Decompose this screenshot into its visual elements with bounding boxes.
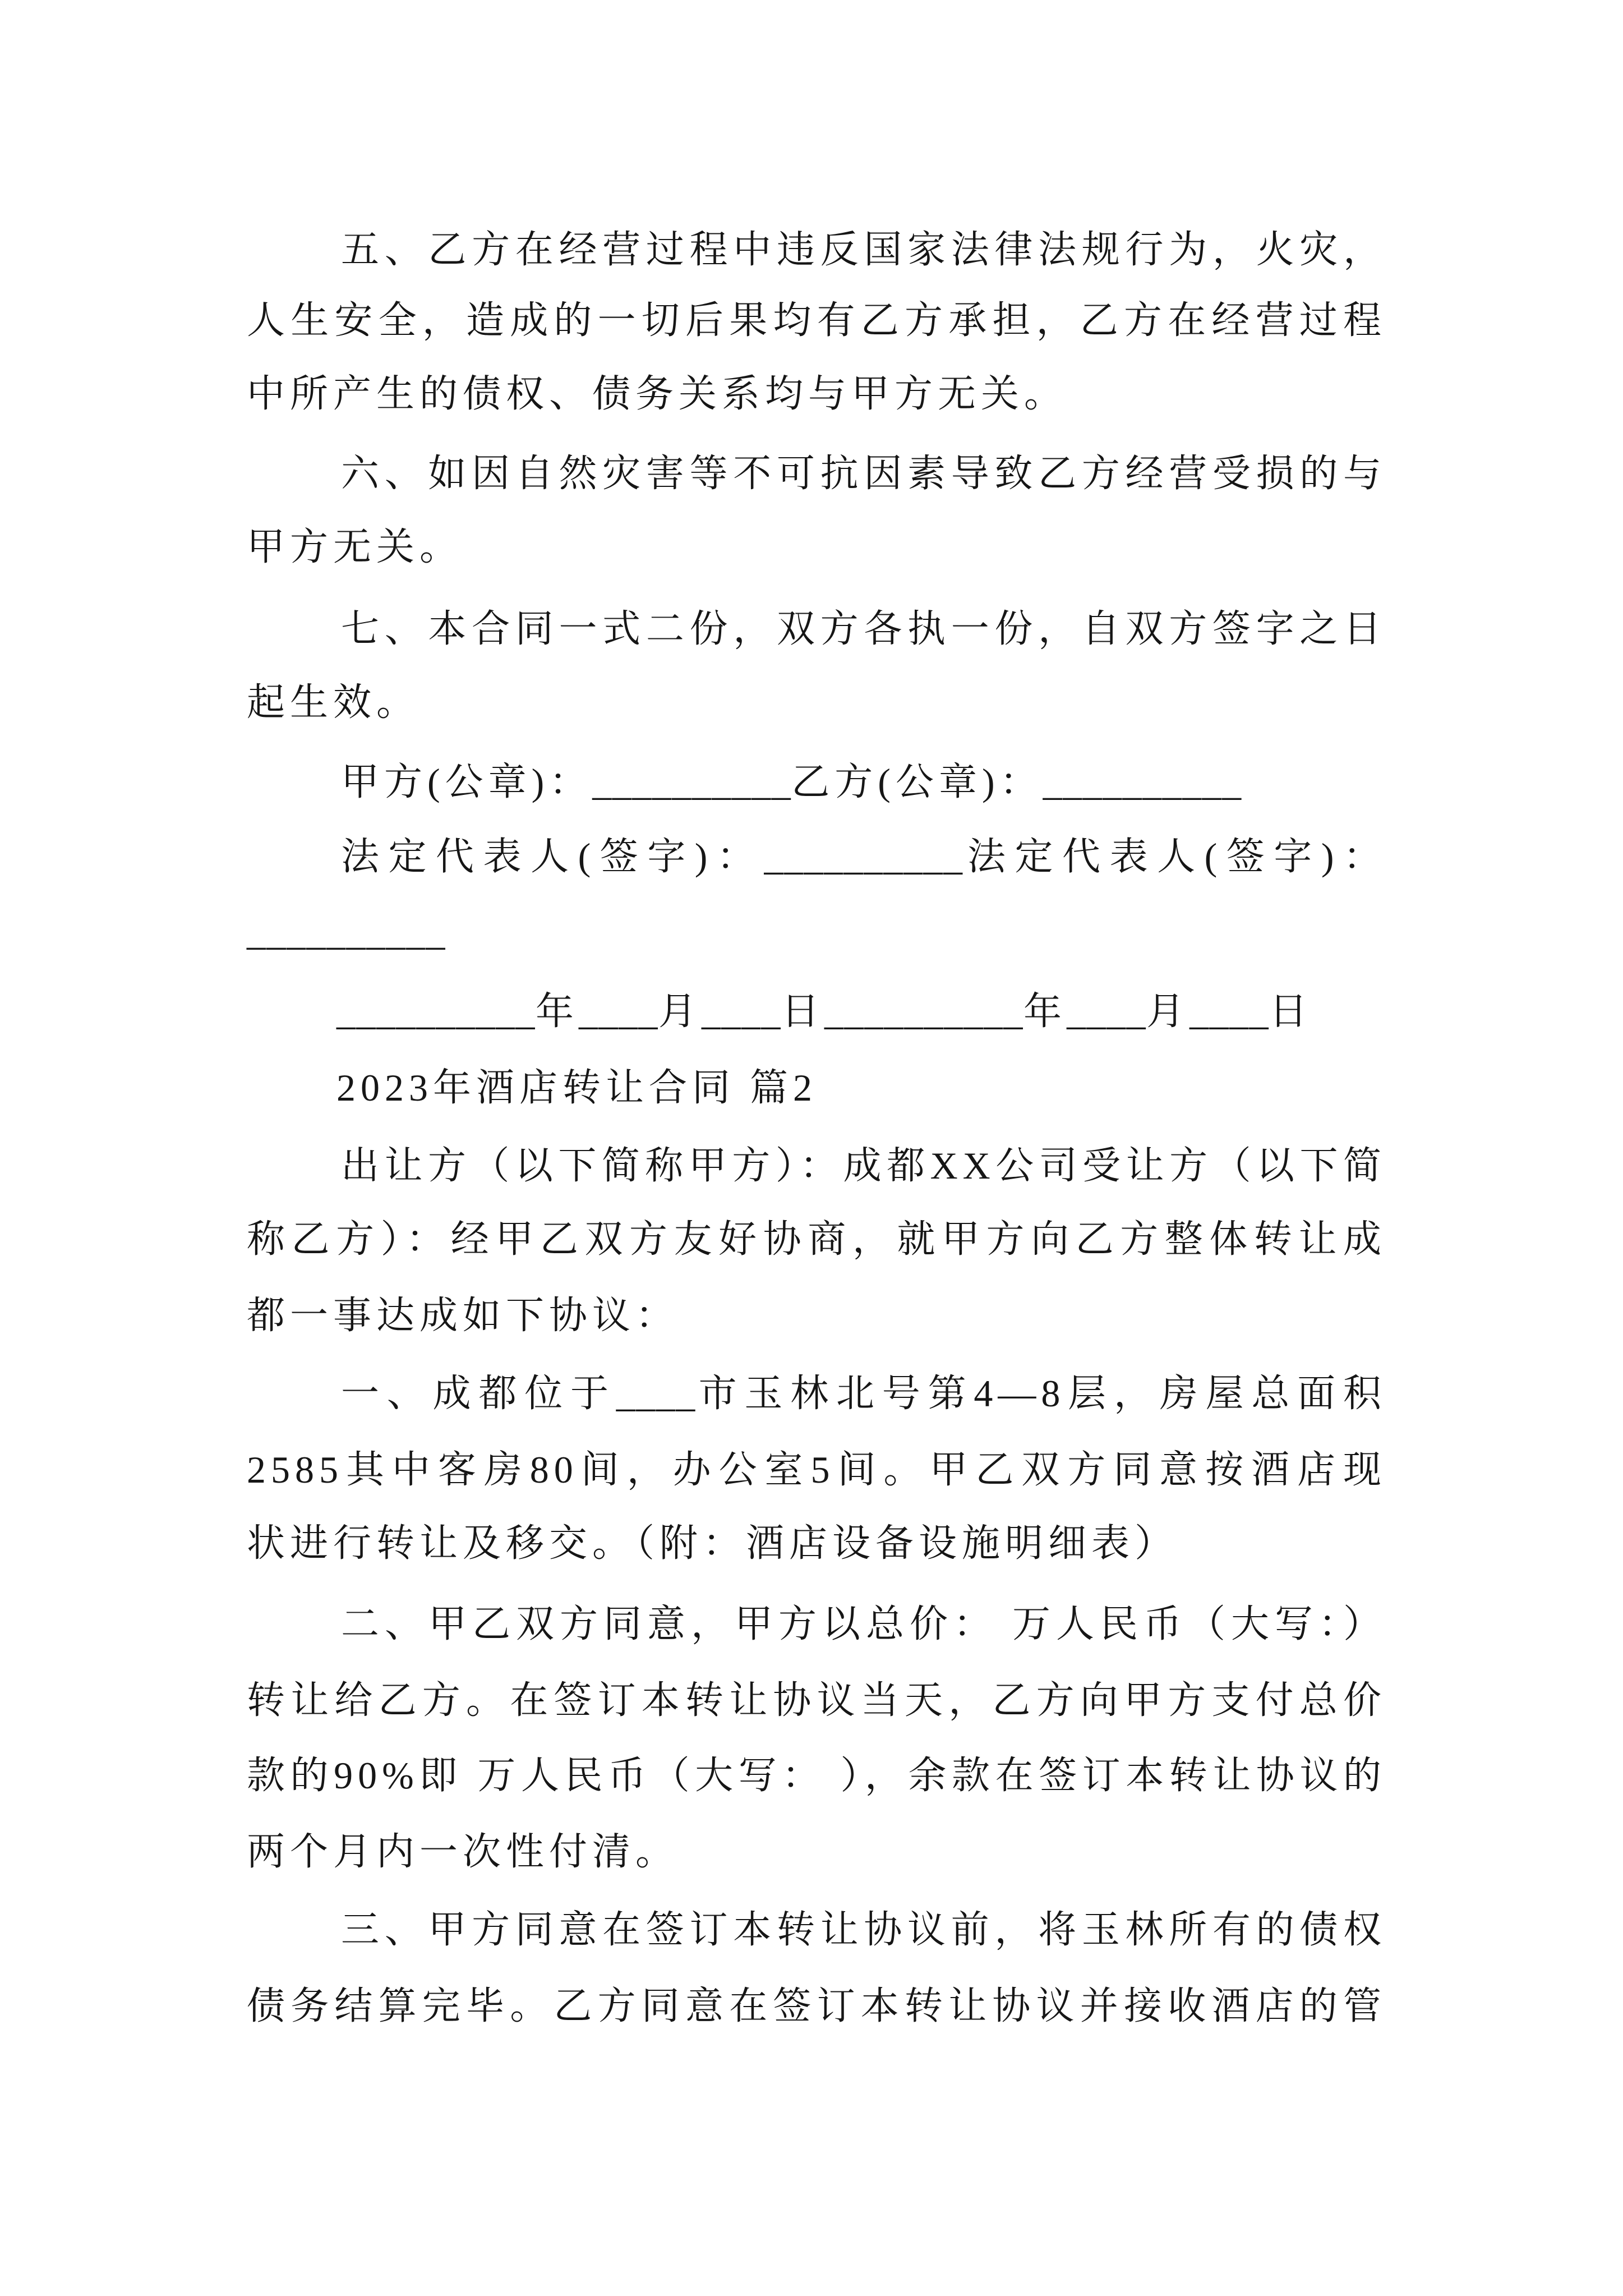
party-a-rep-label: 法定代表人(签字)： xyxy=(341,835,764,878)
clause-1-line-1-suffix: 市玉林北号第4—8层，房屋总面积 xyxy=(695,1372,1386,1415)
date-a-day-blank: ____ xyxy=(702,990,782,1033)
date-a-month-blank: ____ xyxy=(579,990,659,1033)
date-a-month: 月 xyxy=(658,990,702,1033)
party-a-seal-blank: __________ xyxy=(592,761,792,803)
date-b-month-blank: ____ xyxy=(1067,990,1147,1033)
date-b-day-blank: ____ xyxy=(1189,990,1270,1033)
parties-line-2: 称乙方）：经甲乙双方友好协商，就甲方向乙方整体转让成 xyxy=(247,1218,1386,1260)
date-a-day: 日 xyxy=(781,990,825,1033)
party-b-rep-label: 法定代表人(签字)： xyxy=(963,835,1386,878)
date-a-year: 年 xyxy=(536,990,579,1033)
clause-2-line-3: 款的90%即 万人民币（大写： ），余款在签订本转让协议的 xyxy=(247,1754,1386,1797)
clause-1-line-3: 状进行转让及移交。（附：酒店设备设施明细表） xyxy=(247,1522,1178,1565)
date-row xyxy=(336,986,1312,1037)
date-b-month: 月 xyxy=(1146,990,1190,1033)
party-b-seal-blank: __________ xyxy=(1043,761,1242,803)
representative-signature-row xyxy=(341,831,1386,882)
clause-1-city-blank: ____ xyxy=(616,1372,696,1415)
date-b-year: 年 xyxy=(1023,990,1067,1033)
date-a-year-blank: __________ xyxy=(336,990,536,1033)
clause-2-line-1: 二、甲乙双方同意，甲方以总价： 万人民币（大写：） xyxy=(341,1603,1386,1645)
seal-signature-row xyxy=(341,757,1242,807)
clause-5-line-1: 五、乙方在经营过程中违反国家法律法规行为，火灾， xyxy=(341,228,1386,271)
date-b-year-blank: __________ xyxy=(824,990,1024,1033)
party-a-seal-label: 甲方(公章)： xyxy=(341,761,593,803)
clause-1-line-1-prefix: 一、成都位于 xyxy=(341,1372,616,1415)
party-b-rep-blank-row xyxy=(247,907,446,957)
clause-5-line-2: 人生安全，造成的一切后果均有乙方承担，乙方在经营过程 xyxy=(247,299,1386,342)
clause-3-line-1: 三、甲方同意在签订本转让协议前，将玉林所有的债权 xyxy=(341,1908,1386,1951)
clause-1-line-1 xyxy=(341,1368,1386,1419)
party-a-rep-blank: __________ xyxy=(764,835,963,878)
clause-7-line-1: 七、本合同一式二份，双方各执一份，自双方签字之日 xyxy=(341,608,1386,650)
party-b-rep-blank: __________ xyxy=(247,910,446,953)
contract-2-heading: 2023年酒店转让合同 篇2 xyxy=(336,1066,818,1109)
clause-2-line-2: 转让给乙方。在签订本转让协议当天，乙方向甲方支付总价 xyxy=(247,1679,1386,1722)
date-b-day: 日 xyxy=(1269,990,1313,1033)
clause-2-line-4: 两个月内一次性付清。 xyxy=(247,1830,679,1873)
clause-5-line-3: 中所产生的债权、债务关系均与甲方无关。 xyxy=(247,372,1068,415)
clause-3-line-2: 债务结算完毕。乙方同意在签订本转让协议并接收酒店的管 xyxy=(247,1985,1386,2027)
parties-line-1: 出让方（以下简称甲方）：成都XX公司受让方（以下简 xyxy=(341,1144,1386,1187)
clause-6-line-1: 六、如因自然灾害等不可抗因素导致乙方经营受损的与 xyxy=(341,452,1386,495)
clause-7-line-2: 起生效。 xyxy=(247,681,420,724)
party-b-seal-label: 乙方(公章)： xyxy=(791,761,1043,803)
clause-6-line-2: 甲方无关。 xyxy=(247,526,463,568)
clause-1-line-2: 2585其中客房80间，办公室5间。甲乙双方同意按酒店现 xyxy=(247,1448,1386,1491)
parties-line-3: 都一事达成如下协议： xyxy=(247,1294,679,1337)
